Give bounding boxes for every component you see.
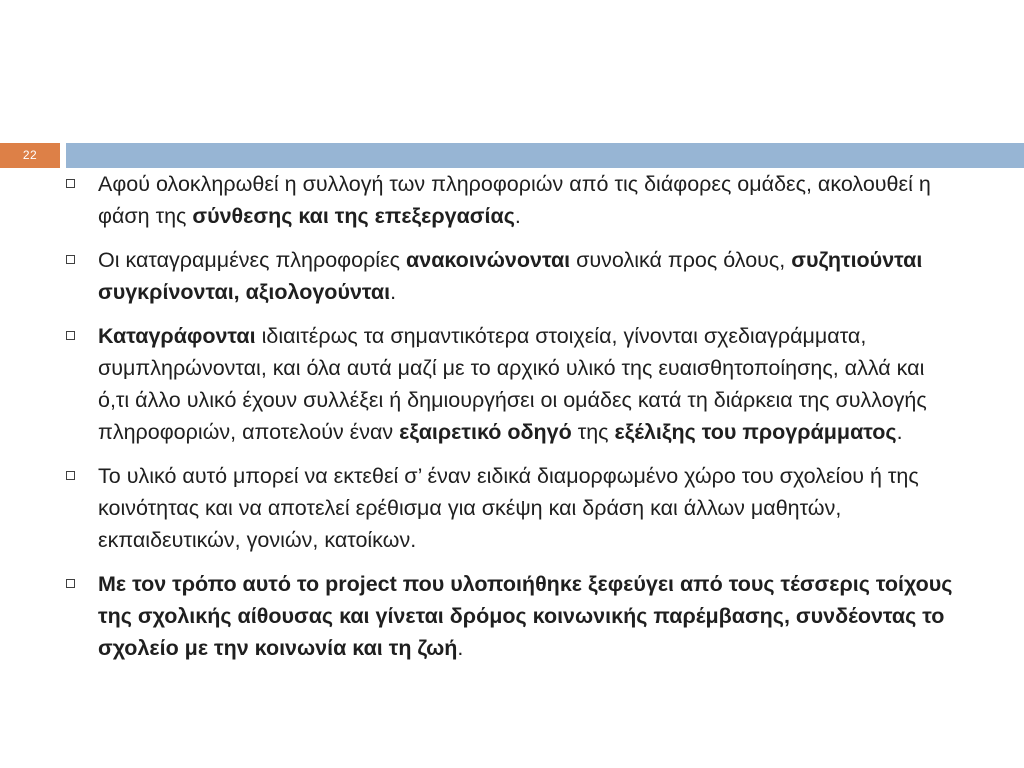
bullet-item-3: [60, 320, 960, 448]
bullet-bold-text: εξαιρετικό οδηγό: [399, 420, 572, 444]
bullet-text: .: [896, 420, 903, 444]
square-bullet-icon: [66, 471, 75, 480]
bullet-item-4: [60, 460, 960, 556]
square-bullet-icon: [66, 579, 75, 588]
bullet-list: [60, 168, 960, 676]
slide-number-badge: [0, 143, 60, 168]
bullet-text: .: [457, 636, 464, 660]
bullet-bold-text: Με τον τρόπο αυτό το project που υλοποιήθηκε ξεφεύγει από τους τέσσερις τοίχους της σχολικής αίθουσας και γίνεται δρόμος κοινωνικής παρέμβασης, συνδέοντας το σχολείο με την κοινωνία και τη ζωή: [98, 572, 953, 660]
bullet-text: Οι καταγραμμένες πληροφορίες: [98, 248, 407, 272]
square-bullet-icon: [66, 331, 75, 340]
bullet-text: συνολικά προς όλους,: [570, 248, 792, 272]
bullet-bold-text: συζητιούνται συγκρίνονται, αξιολογούνται: [98, 248, 923, 304]
bullet-text: της: [571, 420, 615, 444]
bullet-bold-text: εξέλιξης του προγράμματος: [614, 420, 897, 444]
slide-number: 22: [22, 148, 38, 162]
bullet-text: .: [514, 204, 521, 228]
bullet-item-1: [60, 168, 960, 232]
bullet-text: Το υλικό αυτό μπορεί να εκτεθεί σ’ έναν ειδικά διαμορφωμένο χώρο του σχολείου ή της κοινότητας και να αποτελεί ερέθισμα για σκέψη και δράση και άλλων μαθητών, εκπαιδευτικών, γονιών, κατοίκων.: [98, 464, 919, 552]
bullet-item-2: [60, 244, 960, 308]
square-bullet-icon: [66, 255, 75, 264]
bullet-bold-text: Καταγράφονται: [98, 324, 256, 348]
bullet-bold-text: σύνθεσης και της επεξεργασίας: [192, 204, 515, 228]
bullet-text: .: [390, 280, 397, 304]
bullet-text: ιδιαιτέρως τα σημαντικότερα στοιχεία, γίνονται σχεδιαγράμματα, συμπληρώνονται, και όλα αυτά μαζί με το αρχικό υλικό της ευαισθητοποίησης, αλλά και ό,τι άλλο υλικό έχουν συλλέξει ή δημιουργήσει οι ομάδες κατά τη διάρκεια της συλλογής πληροφοριών, αποτελούν έναν: [98, 324, 927, 444]
bullet-bold-text: ανακοινώνονται: [406, 248, 571, 272]
header-bar: [66, 143, 1024, 168]
square-bullet-icon: [66, 179, 75, 188]
bullet-item-5: [60, 568, 960, 664]
bullet-text: Αφού ολοκληρωθεί η συλλογή των πληροφοριών από τις διάφορες ομάδες, ακολουθεί η φάση της: [98, 172, 931, 228]
